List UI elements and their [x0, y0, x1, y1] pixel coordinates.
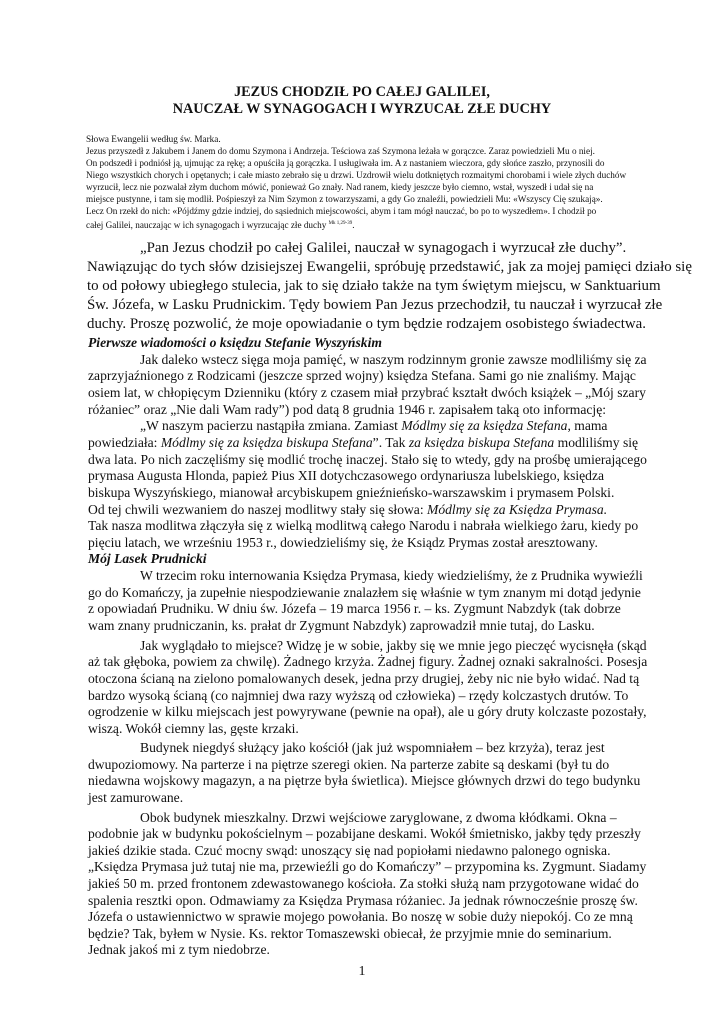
- paragraph-line: spalenia resztki opon. Odmawiamy za Księdza Prymasa różaniec. Ja jednak równocześnie proszę św.: [88, 893, 638, 908]
- section-heading-2: Mój Lasek Prudnicki: [88, 551, 207, 566]
- quote-text: powiedziała:: [88, 435, 161, 450]
- paragraph-line: wam znany prudniczanin, ks. prałat dr Zygmunt Nabzdyk) zaprowadził mnie tutaj, do Lasku.: [88, 618, 595, 633]
- prayer-italic: Módlmy się za Księdza Prymasa.: [427, 502, 608, 517]
- scripture-line: miejsce pustynne, i tam się modlił. Pośpieszył za Nim Szymon z towarzyszami, a gdy Go znaleźli, powiedzieli Mu: «Wszyscy Cię szukają».: [86, 194, 603, 204]
- intro-line: Św. Józefa, w Lasku Prudnickim. Tędy bowiem Pan Jezus przechodził, tu nauczał i wyrzucał złe: [87, 297, 663, 313]
- paragraph-line: niedawna wojskowy magazyn, a na piętrze była świetlica). Miejsce głównych drzwi do tego budynku: [88, 773, 641, 788]
- paragraph-line: Obok budynek mieszkalny. Drzwi wejściowe zaryglowane, z dwoma kłódkami. Okna –: [140, 810, 617, 825]
- page-number: 1: [358, 964, 366, 979]
- paragraph-line: z opowiadań Prudniku. W dniu św. Józefa – 19 marca 1956 r. – ks. Zygmunt Nabzdyk (tak dobrze: [88, 601, 621, 616]
- quote-italic: Módlmy się za księdza Stefana: [401, 418, 568, 433]
- scripture-line: Lecz On rzekł do nich: «Pójdźmy gdzie indziej, do sąsiednich miejscowości, abym i tam mógł nauczać, bo po to wyszedłem». I chodził po: [86, 206, 597, 216]
- scripture-heading: Słowa Ewangelii według św. Marka.: [86, 134, 221, 144]
- paragraph-line: jakieś 50 m. przed frontonem zdewastowanego kościoła. Za stołki służą nam przygotowane widać do: [88, 876, 639, 891]
- paragraph-line: bardzo wysoką ścianą (co najmniej dwa razy wyższą od człowieka) – rzędy kolczastych drutów. To: [88, 688, 629, 703]
- paragraph-line: ogrodzenie w kilku miejscach jest powyrywane (pewnie na opał), ale u góry druty kolczaste pozostały,: [88, 704, 647, 719]
- paragraph-line: podobnie jak w budynku pokościelnym – pozabijane deskami. Wokół śmietnisko, jakby tędy przeszły: [88, 826, 641, 841]
- quote-text: modliliśmy się: [554, 435, 639, 450]
- paragraph-text: Od tej chwili wezwaniem do naszej modlitwy stały się słowa:: [88, 502, 428, 517]
- scripture-text: całej Galilei, nauczając w ich synagogach i wyrzucając złe duchy: [86, 220, 327, 230]
- paragraph-line: aż tak głęboka, powiem za chwilę). Żadnego krzyża. Żadnej figury. Żadnej oznaki sakralności. Posesja: [88, 654, 648, 669]
- paragraph-line: zaprzyjaźnionego z Rodzicami (jeszcze sprzed wojny) księdza Stefana. Sami go nie znaliśmy. Mając: [88, 368, 636, 383]
- paragraph-line: dwa lata. Po nich zaczęliśmy się modlić trochę inaczej. Stało się to wtedy, gdy na prośbę umierającego: [88, 452, 647, 467]
- paragraph-line: Tak nasza modlitwa złączyła się z wielką modlitwą całego Narodu i nabrała wielkiego żaru, kiedy po: [88, 518, 639, 533]
- paragraph-line: [88, 502, 648, 519]
- document-title-line-2: NAUCZAŁ W SYNAGOGACH I WYRZUCAŁ ZŁE DUCHY: [172, 101, 552, 117]
- intro-line: Nawiązując do tych słów dzisiejszej Ewangelii, spróbuję przedstawić, jak za mojej pamięci działo się: [87, 259, 692, 275]
- paragraph-line: pięciu latach, we wrześniu 1953 r., dowiedzieliśmy się, że Ksiądz Prymas został aresztowany.: [88, 535, 598, 550]
- paragraph-line: W trzecim roku internowania Księdza Prymasa, kiedy wiedzieliśmy, że z Prudnika wywieźli: [140, 568, 643, 583]
- quote-line: [88, 435, 648, 452]
- paragraph-line: osiem lat, w chłopięcym Dzienniku (który z czasem miał przybrać kształt dwóch książek – „Mój szary: [88, 385, 646, 400]
- quote-text: , mama: [567, 418, 608, 433]
- quote-line: [140, 418, 700, 435]
- section-heading-1: Pierwsze wiadomości o księdzu Stefanie Wyszyńskim: [88, 335, 382, 350]
- paragraph-line: jest zamurowane.: [88, 790, 184, 805]
- paragraph-line: „Księdza Prymasa już tutaj nie ma, przewieźli go do Komańczy” – przypomina ks. Zygmunt. Siadamy: [88, 859, 647, 874]
- paragraph-line: Jednak jakoś mi z tym niedobrze.: [88, 942, 270, 957]
- scripture-line: Niego wszystkich chorych i opętanych; i całe miasto zebrało się u drzwi. Uzdrowił wielu dotkniętych rozmaitymi chorobami i wiele złych duchów: [86, 170, 627, 180]
- paragraph-line: dwupoziomowy. Na parterze i na piętrze szeregi okien. Na parterze zabite są deskami (był tu do: [88, 757, 610, 772]
- paragraph-line: otoczona ścianą na zielono pomalowanych desek, jedna przy drugiej, żeby nic nie było widać. Nad tą: [88, 671, 640, 686]
- scripture-end-mark: .: [352, 220, 355, 230]
- quote-italic: Módlmy się za księdza biskupa Stefana: [160, 435, 373, 450]
- paragraph-line: będzie? Tak, byłem w Nysie. Ks. rektor Tomaszewski obiecał, że przyjmie mnie do seminarium.: [88, 926, 612, 941]
- paragraph-line: prymasa Augusta Hlonda, papież Pius XII dotychczasowego ordynariusza lubelskiego, księdza: [88, 468, 605, 483]
- paragraph-line: Budynek niegdyś służący jako kościół (jak już wspomniałem – bez krzyża), teraz jest: [140, 740, 605, 755]
- quote-text: ”. Tak: [372, 435, 409, 450]
- paragraph-line: Józefa o ustawiennictwo w sprawie mojego powołania. Bo noszę w sobie duży niepokój. Co ze mną: [88, 909, 633, 924]
- scripture-line: Jezus przyszedł z Jakubem i Janem do domu Szymona i Andrzeja. Teściowa zaś Szymona leżała w gorączce. Zaraz powiedzieli Mu o niej.: [86, 146, 595, 156]
- paragraph-line: go do Komańczy, ja zupełnie niespodziewanie znalazłem się właśnie w tym znanym mi dotąd jedynie: [88, 585, 641, 600]
- quote-italic: za księdza biskupa Stefana: [408, 435, 555, 450]
- paragraph-line: jakieś dzikie stada. Czuć mocny swąd: unoszący się nad popiołami niedawno palonego ogniska.: [88, 843, 611, 858]
- paragraph-line: różaniec” oraz „Nie dali Wam rady”) pod datą 8 grudnia 1946 r. zapisałem taką oto informację:: [88, 402, 607, 417]
- quote-text: „W naszym pacierzu nastąpiła zmiana. Zamiast: [140, 418, 402, 433]
- intro-quote: „Pan Jezus chodził po całej Galilei, nauczał w synagogach i wyrzucał złe duchy”.: [140, 240, 627, 256]
- paragraph-line: Jak wyglądało to miejsce? Widzę je w sobie, jakby się we mnie jego pieczęć wycisnęła (skąd: [140, 638, 647, 653]
- scripture-line: wyrzucił, lecz nie pozwalał złym duchom mówić, ponieważ Go znały. Nad ranem, kiedy jeszcze było ciemno, wstał, wyszedł i udał się na: [86, 182, 594, 192]
- intro-line: duchy. Proszę pozwolić, że moje opowiadanie o tym będzie rodzajem osobistego świadectwa.: [87, 316, 646, 332]
- paragraph-line: Jak daleko wstecz sięga moja pamięć, w naszym rodzinnym gronie zawsze modliliśmy się za: [140, 352, 647, 367]
- paragraph-line: wiszą. Wokół ciemny las, gęste krzaki.: [88, 721, 299, 736]
- intro-line: to od połowy ubiegłego stulecia, jak to się działo także na tym świętym miejscu, w Sanktuarium: [87, 278, 661, 294]
- paragraph-line: biskupa Wyszyńskiego, mianował arcybiskupem gnieźnieńsko-warszawskim i prymasem Polski.: [88, 485, 615, 500]
- document-title-line-1: JEZUS CHODZIŁ PO CAŁEJ GALILEI,: [234, 84, 490, 100]
- scripture-line: On podszedł i podniósł ją, ujmując za rękę; a opuściła ją gorączka. I usługiwała im. A z nastaniem wieczora, gdy słońce zaszło, przynosili do: [86, 158, 605, 168]
- scripture-reference: Mk 1,29-39: [328, 221, 353, 226]
- scripture-line-last: [86, 218, 646, 231]
